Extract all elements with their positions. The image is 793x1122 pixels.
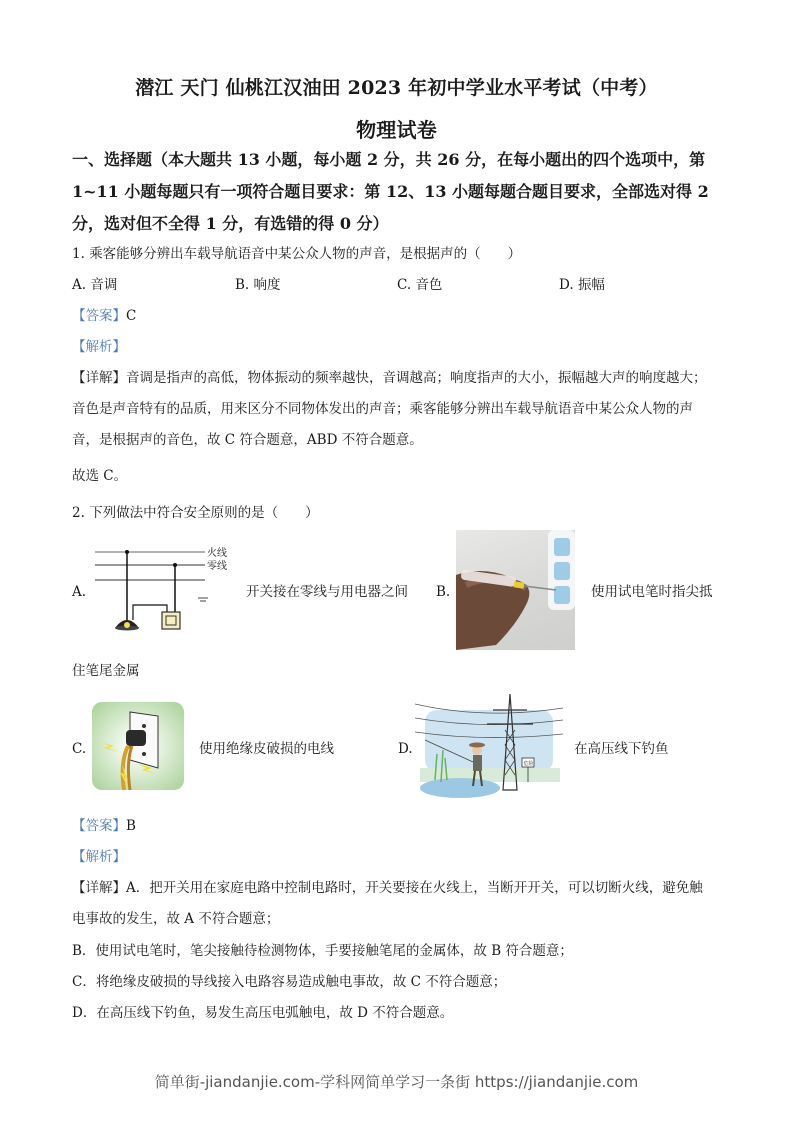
analysis-tag: 【解析】: [72, 849, 126, 865]
question-text: 乘客能够分辨出车载导航语音中某公众人物的声音，是根据声的（ ）: [89, 246, 522, 262]
circuit-diagram-image: [90, 540, 240, 640]
plug-icon: [92, 702, 184, 790]
q1-answer: [72, 307, 136, 325]
question-2-stem: [72, 504, 319, 522]
answer-value: C: [126, 308, 137, 324]
exam-subtitle: 物理试卷: [356, 118, 437, 142]
q2-detail-line-4: C．将绝缘皮破损的导线接入电路容易造成触电事故，故 C 不符合题意；: [72, 974, 507, 990]
danger-sign-label: 危险: [523, 761, 534, 767]
q2-option-a-label: A.: [72, 584, 87, 600]
q2-option-d-label: D.: [398, 741, 413, 757]
q2-analysis-tag: [72, 848, 126, 866]
option-text: 音调: [90, 277, 118, 293]
option-label: C.: [397, 277, 412, 293]
q1-detail-line-2: 音色是声音特有的品质，用来区分不同物体发出的声音；乘客能够分辨出车载导航语音中某公众人物的声: [72, 401, 693, 417]
q1-conclusion: 故选 C。: [72, 468, 128, 484]
option-label: B.: [235, 277, 250, 293]
q2-detail-line-5: D．在高压线下钓鱼，易发生高压电弧触电，故 D 不符合题意。: [72, 1005, 454, 1021]
q2-option-c-text: 使用绝缘皮破损的电线: [199, 741, 334, 757]
detail-text: 音调是指声的高低，物体振动的频率越快，音调越高；响度指声的大小，振幅越大声的响度越大；: [126, 370, 707, 386]
q2-option-b-label: B.: [436, 584, 451, 600]
detail-tag: 【详解】: [72, 370, 126, 386]
live-wire-label: 火线: [207, 548, 227, 559]
circuit-diagram-icon: [90, 540, 240, 640]
damaged-cord-illustration: [92, 702, 184, 790]
powerline-icon: [415, 690, 563, 802]
detail-text: A．把开关用在家庭电路中控制电路时，开关要接在火线上，当断开开关，可以切断火线，避免触: [126, 880, 703, 896]
footer-watermark: 简单街-jiandanjie.com-学科网简单学习一条街 https://jiandanjie.com: [154, 1073, 639, 1091]
option-label: A.: [72, 277, 87, 293]
q1-analysis-tag: [72, 338, 126, 356]
q1-detail-line-1: [72, 369, 707, 387]
q1-option-d: [559, 276, 605, 294]
q2-option-b-text: 使用试电笔时指尖抵: [591, 584, 713, 600]
q2-option-d-text: 在高压线下钓鱼: [574, 741, 669, 757]
section-header: 一、选择题（本大题共 13 小题，每小题 2 分，共 26 分，在每小题出的四个选项中，第 1~11 小题每题只有一项符合题目要求：第 12、13 小题每题合题目要求，全部选对得 2 分，选对但不全得 1 分，有选错的得 0 分）: [72, 150, 709, 233]
q2-answer: [72, 817, 136, 835]
question-1-stem: [72, 245, 521, 263]
neutral-wire-label: 零线: [207, 561, 227, 572]
option-label: D.: [559, 277, 574, 293]
test-pen-icon: [456, 530, 575, 650]
q2-option-b-text-wrap: 住笔尾金属: [72, 663, 140, 679]
option-text: 振幅: [577, 277, 605, 293]
q1-option-b: [235, 276, 281, 294]
exam-title: 潜江 天门 仙桃江汉油田 2023 年初中学业水平考试（中考）: [135, 77, 658, 99]
q2-detail-line-1: [72, 879, 703, 897]
option-text: 响度: [253, 277, 281, 293]
answer-tag: 【答案】: [72, 818, 126, 834]
fishing-under-powerline-illustration: [415, 690, 563, 802]
q1-detail-line-3: 音，是根据声的音色，故 C 符合题意，ABD 不符合题意。: [72, 432, 423, 448]
q2-detail-line-3: B．使用试电笔时，笔尖接触待检测物体，手要接触笔尾的金属体，故 B 符合题意；: [72, 943, 573, 959]
question-number: 2.: [72, 505, 85, 521]
test-pen-photo: [456, 530, 575, 650]
detail-tag: 【详解】: [72, 880, 126, 896]
q1-option-a: [72, 276, 117, 294]
answer-tag: 【答案】: [72, 308, 126, 324]
q1-option-c: [397, 276, 442, 294]
analysis-tag: 【解析】: [72, 339, 126, 355]
q2-option-a-text: 开关接在零线与用电器之间: [246, 584, 408, 600]
answer-value: B: [126, 818, 136, 834]
q2-detail-line-2: 电事故的发生，故 A 不符合题意；: [72, 911, 280, 927]
question-number: 1.: [72, 246, 85, 262]
question-text: 下列做法中符合安全原则的是（ ）: [89, 505, 319, 521]
q2-option-c-label: C.: [72, 741, 87, 757]
option-text: 音色: [415, 277, 443, 293]
